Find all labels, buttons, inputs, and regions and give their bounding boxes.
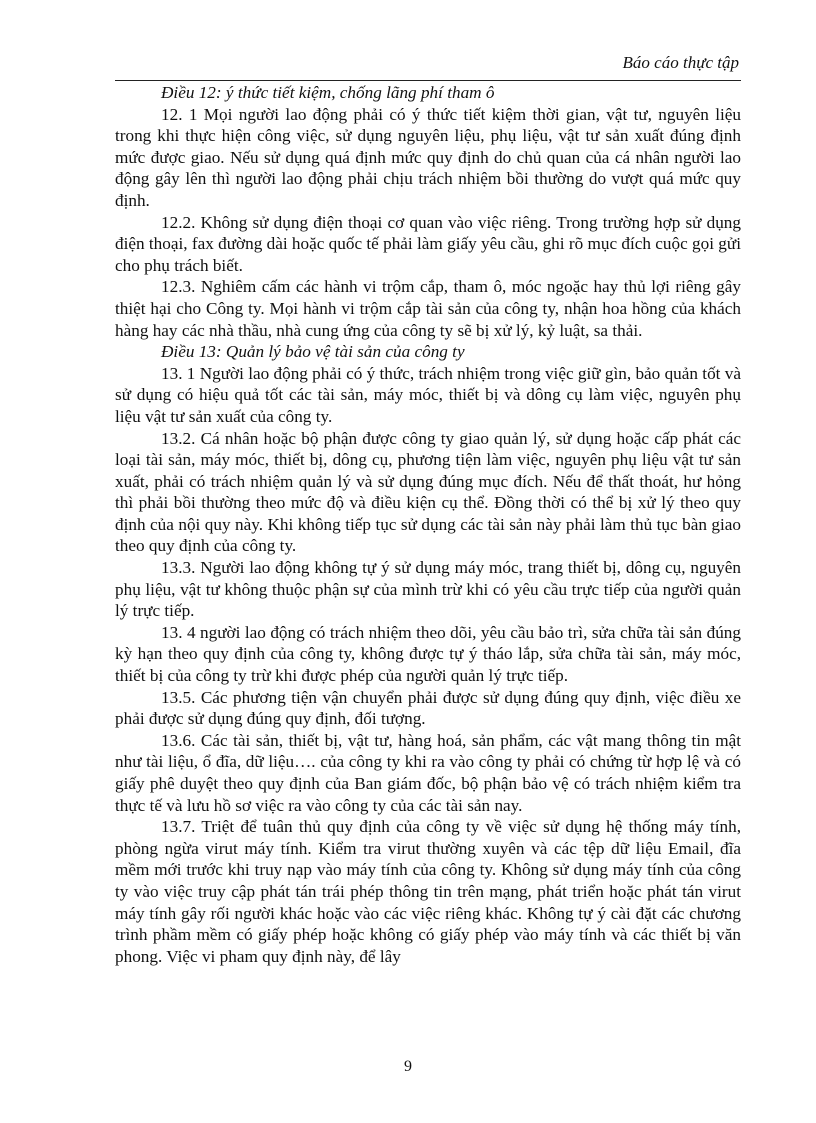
article-13-heading: Điều 13: Quản lý bảo vệ tài sản của công ty [161,342,465,362]
page-header [115,50,741,81]
clause-12-3: 12.3. Nghiêm cấm các hành vi trộm cắp, tham ô, móc ngoặc hay thủ lợi riêng gây thiệt hại cho Công ty. Mọi hành vi trộm cắp tài sản của công ty, nhận hoa hồng của khách hàng hay các nhà thầu, nhà cung ứng của công ty sẽ bị xử lý, kỷ luật, sa thải. [115,277,741,340]
document-body [115,82,741,967]
clause-13-4: 13. 4 người lao động có trách nhiệm theo dõi, yêu cầu bảo trì, sửa chữa tài sản đúng kỳ hạn theo quy định của công ty, không được tự ý tháo lắp, sửa chữa tài sản, máy móc, thiết bị của công ty trừ khi được phép của người quản lý trực tiếp. [115,622,741,686]
clause-13-2: 13.2. Cá nhân hoặc bộ phận được công ty giao quản lý, sử dụng hoặc cấp phát các loại tài sản, máy móc, thiết bị, dông cụ, phương tiện làm việc, nguyên phụ liệu vật tư sản xuất, phải có trách nhiệm quản lý và sử dụng đúng mục đích. Nếu để thất thoát, hư hỏng thì phải bồi thường theo mức độ và điều kiện cụ thể. Đồng thời có thể bị xử lý theo quy định của nội quy này. Khi không tiếp tục sử dụng các tài sản này phải làm thủ tục bàn giao theo quy định của công ty. [115,428,741,556]
clause-12-1: 12. 1 Mọi người lao động phải có ý thức tiết kiệm thời gian, vật tư, nguyên liệu trong khi thực hiện công việc, sử dụng nguyên liệu, phụ liệu, vật tư sản xuất đúng định mức được giao. Nếu sử dụng quá định mức quy định do chủ quan của cá nhân người lao động gây lên thì người lao động phải chịu trách nhiệm bồi thường do vượt quá mức quy định. [115,104,741,210]
clause-13-3: 13.3. Người lao động không tự ý sử dụng máy móc, trang thiết bị, dông cụ, nguyên phụ liệu, vật tư không thuộc phận sự của mình trừ khi có yêu cầu trực tiếp của người quản lý trực tiếp. [115,558,741,621]
page-number: 9 [404,1058,412,1075]
clause-13-5: 13.5. Các phương tiện vận chuyển phải được sử dụng đúng quy định, việc điều xe phải được sử dụng đúng quy định, đối tượng. [115,687,741,729]
article-12-heading: Điều 12: ý thức tiết kiệm, chống lãng phí tham ô [161,83,495,102]
clause-13-6: 13.6. Các tài sản, thiết bị, vật tư, hàng hoá, sản phẩm, các vật mang thông tin mật như tài liệu, ổ đĩa, dữ liệu…. của công ty khi ra vào công ty phải có chứng từ hợp lệ và có giấy phê duyệt theo quy định của Ban giám đốc, bộ phận bảo vệ có trách nhiệm kiểm tra thực tế và lưu hồ sơ việc ra vào công ty của các tài sản nay. [115,730,741,815]
header-title: Báo cáo thực tập [622,53,739,72]
clause-12-2: 12.2. Không sử dụng điện thoại cơ quan vào việc riêng. Trong trường hợp sử dụng điện thoại, fax đường dài hoặc quốc tế phải làm giấy yêu cầu, ghi rõ mục đích cuộc gọi gửi cho phụ trách biết. [115,212,741,275]
clause-13-7: 13.7. Triệt để tuân thủ quy định của công ty về việc sử dụng hệ thống máy tính, phòng ngừa virut máy tính. Kiểm tra virut thường xuyên và các tệp dữ liệu Email, đĩa mềm mới trước khi truy nạp vào máy tính của công ty. Không sử dụng máy tính của công ty vào việc truy cập phát tán trái phép thông tin trên mạng, phát triển hoặc phát tán virut máy tính gây rối người khác hoặc vào các việc riêng khác. Không tự ý cài đặt các chương trình phầm mềm có giấy phép hoặc không có giấy phép vào máy tính và các thiết bị văn phong. Việc vi pham quy định này, để lây [115,817,741,966]
clause-13-1: 13. 1 Người lao động phải có ý thức, trách nhiệm trong việc giữ gìn, bảo quản tốt và sử dụng có hiệu quả tốt các tài sản, máy móc, thiết bị và dông cụ làm việc, nguyên phụ liệu vật tư sản xuất của công ty. [115,363,741,426]
